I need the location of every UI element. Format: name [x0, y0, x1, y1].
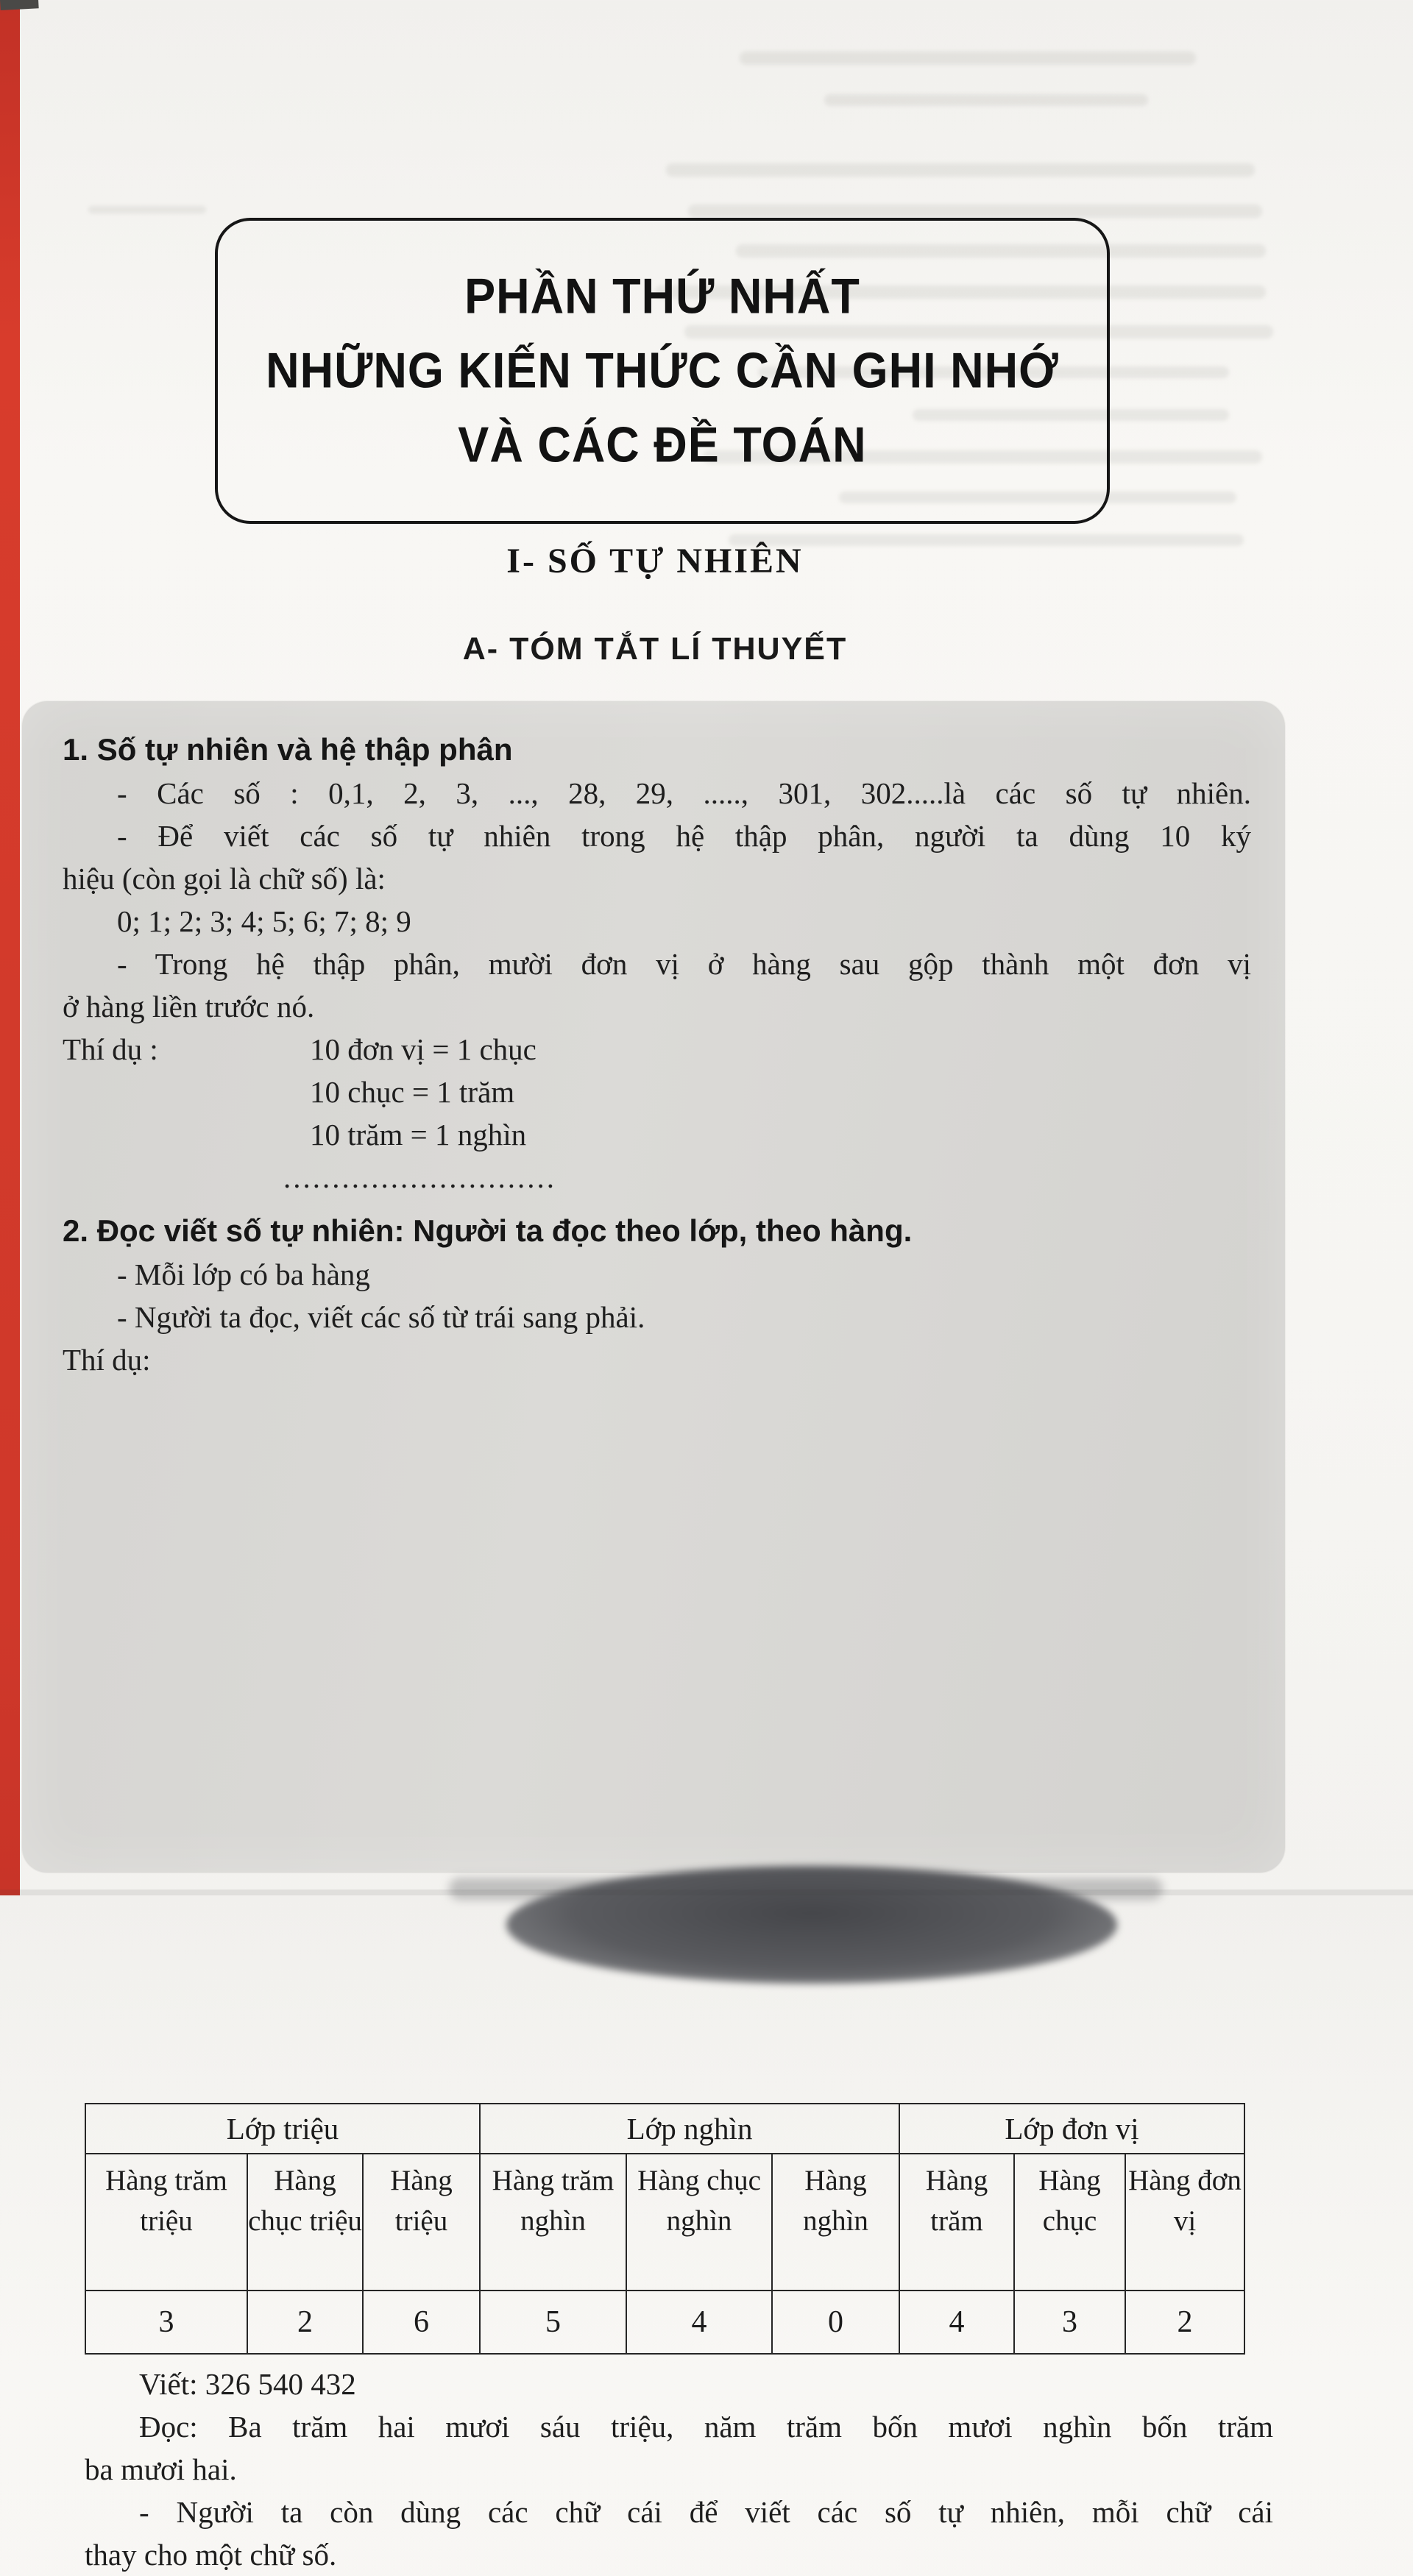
photo-bottom-edge: [0, 1890, 1413, 1895]
group-header-units: Lớp đơn vị: [899, 2104, 1244, 2154]
theory-panel: [22, 701, 1285, 2572]
text-line: ba mươi hai.: [85, 2452, 237, 2486]
digit-cell: 6: [363, 2291, 480, 2354]
example-line: [63, 1028, 1251, 1071]
digit-cell: 3: [85, 2291, 247, 2354]
subsection-heading: A- TÓM TẮT LÍ THUYẾT: [462, 631, 848, 667]
column-header: Hàng trăm: [899, 2154, 1014, 2291]
part-title-line-1: PHẦN THỨ NHẤT: [464, 268, 860, 324]
text-line: - Các số : 0,1, 2, 3, ..., 28, 29, ....., 301, 302.....là các số tự nhiên.: [117, 776, 1251, 810]
after-table-text: [85, 2363, 1273, 2576]
text-line: - Mỗi lớp có ba hàng: [117, 1257, 370, 1291]
column-header: Hàng nghìn: [772, 2154, 899, 2291]
bleed-through-smudge: [824, 94, 1148, 106]
column-header: Hàng chục: [1014, 2154, 1125, 2291]
digit-cell: 2: [1125, 2291, 1244, 2354]
photo-corner-mark: [0, 0, 39, 10]
column-header: Hàng trăm nghìn: [480, 2154, 626, 2291]
text-line: Thí dụ:: [63, 1343, 151, 1377]
digit-cell: 4: [899, 2291, 1014, 2354]
theory-panel-content: [63, 728, 1251, 1381]
text-line: - Người ta đọc, viết các số từ trái sang phải.: [117, 1300, 645, 1334]
photo-bottom-shadow: [506, 1866, 1117, 1984]
bleed-through-smudge: [740, 52, 1196, 65]
text-line: - Trong hệ thập phân, mười đơn vị ở hàng sau gộp thành một đơn vị: [117, 947, 1251, 981]
part-title-line-2: NHỮNG KIẾN THỨC CẦN GHI NHỚ: [266, 342, 1059, 399]
example-label: Thí dụ :: [63, 1032, 158, 1066]
table-digit-row: [85, 2291, 1244, 2354]
bleed-through-smudge: [666, 163, 1255, 177]
group-header-thousands: Lớp nghìn: [480, 2104, 899, 2154]
column-header: Hàng triệu: [363, 2154, 480, 2291]
digit-cell: 2: [247, 2291, 363, 2354]
text-line: ở hàng liền trước nó.: [63, 990, 315, 1023]
digit-cell: 0: [772, 2291, 899, 2354]
ellipsis-line: ............................: [283, 1160, 556, 1194]
bleed-through-smudge: [88, 206, 206, 213]
digit-cell: 5: [480, 2291, 626, 2354]
digit-cell: 3: [1014, 2291, 1125, 2354]
part-title-line-3: VÀ CÁC ĐỀ TOÁN: [458, 416, 867, 473]
column-header: Hàng đơn vị: [1125, 2154, 1244, 2291]
digit-cell: 4: [626, 2291, 772, 2354]
example-value: 10 đơn vị = 1 chục: [310, 1032, 536, 1066]
text-line: 0; 1; 2; 3; 4; 5; 6; 7; 8; 9: [117, 904, 411, 938]
book-spine-strip: [0, 0, 20, 1895]
text-line: - Người ta còn dùng các chữ cái để viết các số tự nhiên, mỗi chữ cái: [139, 2495, 1273, 2529]
example-line: 10 chục = 1 trăm: [310, 1075, 515, 1109]
bleed-through-smudge: [688, 205, 1262, 218]
part-title-box: [215, 218, 1110, 524]
text-line: Đọc: Ba trăm hai mươi sáu triệu, năm trăm bốn mươi nghìn bốn trăm: [139, 2410, 1273, 2444]
example-line: 10 trăm = 1 nghìn: [310, 1118, 527, 1152]
column-header: Hàng chục nghìn: [626, 2154, 772, 2291]
text-line: hiệu (còn gọi là chữ số) là:: [63, 862, 386, 895]
text-line: Viết: 326 540 432: [139, 2367, 356, 2401]
place-value-table: [85, 2103, 1245, 2355]
group-header-millions: Lớp triệu: [85, 2104, 480, 2154]
item-1-heading: 1. Số tự nhiên và hệ thập phân: [63, 732, 513, 767]
text-line: thay cho một chữ số.: [85, 2538, 337, 2572]
item-2-heading: 2. Đọc viết số tự nhiên: Người ta đọc theo lớp, theo hàng.: [63, 1213, 913, 1248]
section-heading: I- SỐ TỰ NHIÊN: [506, 542, 804, 581]
column-header: Hàng chục triệu: [247, 2154, 363, 2291]
table-column-row: [85, 2154, 1244, 2291]
table-group-row: [85, 2104, 1244, 2154]
text-line: - Để viết các số tự nhiên trong hệ thập phân, người ta dùng 10 ký: [117, 819, 1251, 853]
column-header: Hàng trăm triệu: [85, 2154, 247, 2291]
